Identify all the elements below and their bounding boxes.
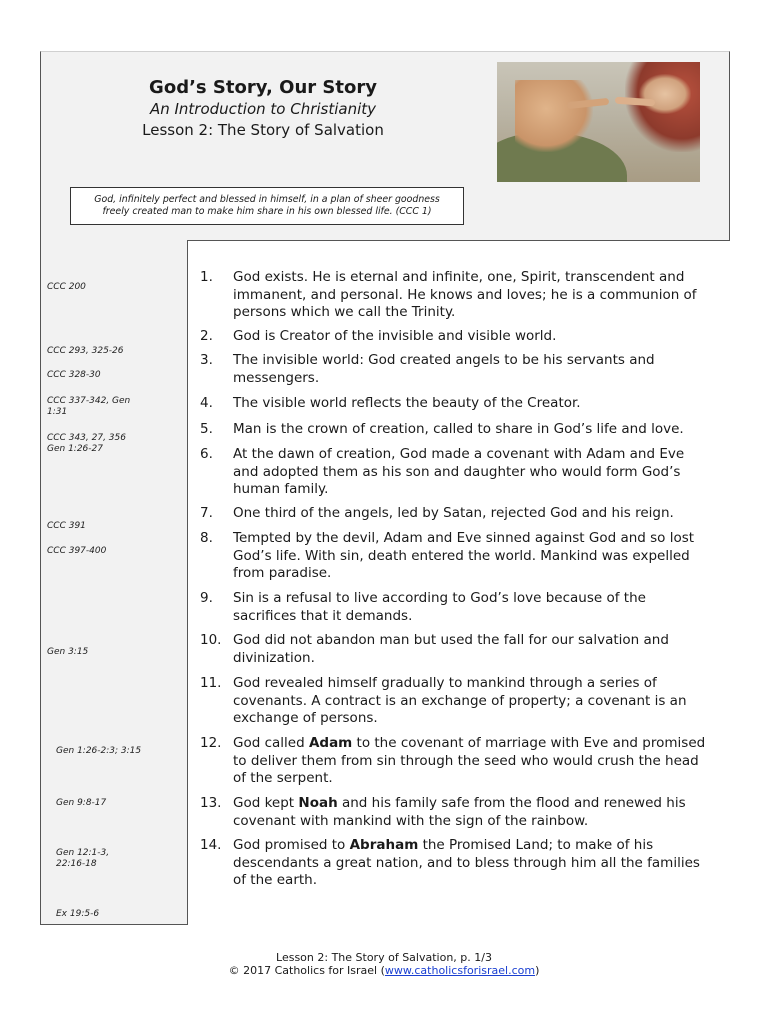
catechism-quote-box: [70, 187, 464, 225]
reference-ccc-337: [47, 396, 130, 418]
reference-ccc-343: [47, 433, 126, 455]
point-text: Tempted by the devil, Adam and Eve sinned against God and so lost God’s life. With sin, death entered the world. Mankind was expelled from paradise.: [233, 530, 695, 581]
reference-line: Ex 19:5-6: [56, 909, 100, 919]
point-text-pre: God promised to: [233, 837, 350, 853]
point-text: [233, 735, 712, 788]
point-number: 8.: [200, 530, 213, 546]
lesson-point-5: [200, 421, 712, 439]
lesson-point-2: [200, 328, 712, 346]
footer-copyright-text: © 2017 Catholics for Israel (: [228, 964, 385, 977]
reference-gen-9-8: [56, 798, 106, 809]
point-text: [233, 837, 712, 890]
point-text-bold: Noah: [298, 795, 338, 811]
point-text-post: to the covenant of marriage with Eve and promised to deliver them from sin through the seed who would crush the head of the serpent.: [233, 735, 706, 786]
document-title: God’s Story, Our Story: [149, 77, 377, 98]
lesson-point-6: [200, 446, 712, 499]
lesson-point-9: [200, 590, 712, 625]
point-text: At the dawn of creation, God made a covenant with Adam and Eve and adopted them as his son and daughter who would form God’s human family.: [233, 446, 685, 497]
reference-ccc-200: [47, 282, 86, 293]
reference-line: Gen 9:8-17: [56, 798, 107, 808]
reference-line: 22:16-18: [56, 859, 97, 869]
point-text-bold: Abraham: [349, 837, 419, 853]
reference-line: CCC 337-342, Gen: [47, 396, 131, 406]
point-text: One third of the angels, led by Satan, rejected God and his reign.: [233, 505, 674, 521]
lesson-point-12: [200, 735, 712, 788]
reference-line: CCC 293, 325-26: [47, 346, 124, 356]
point-number: 6.: [200, 446, 213, 462]
lesson-title: Lesson 2: The Story of Salvation: [142, 121, 384, 139]
point-text-post: and his family safe from the flood and renewed his covenant with mankind with the sign of the rainbow.: [233, 795, 686, 829]
point-number: 12.: [200, 735, 222, 751]
point-number: 2.: [200, 328, 213, 344]
point-number: 1.: [200, 269, 213, 285]
reference-line: Gen 1:26-27: [47, 444, 103, 454]
reference-line: Gen 1:26-2:3; 3:15: [56, 746, 142, 756]
point-text: The invisible world: God created angels to be his servants and messengers.: [233, 352, 655, 386]
point-text: [233, 795, 712, 830]
point-text: Sin is a refusal to live according to God’s love because of the sacrifices that it demands.: [233, 590, 646, 624]
reference-ex-19-5: [56, 909, 99, 920]
lesson-point-14: [200, 837, 712, 890]
point-text-post: the Promised Land; to make of his descendants a great nation, and to bless through him all the families of the earth.: [233, 837, 700, 888]
point-text: God exists. He is eternal and infinite, one, Spirit, transcendent and immanent, and personal. He knows and loves; he is a communion of persons which we call the Trinity.: [233, 269, 697, 320]
point-text: God did not abandon man but used the fall for our salvation and divinization.: [233, 632, 669, 666]
lesson-point-13: [200, 795, 712, 830]
point-number: 9.: [200, 590, 213, 606]
painting-god-arm: [615, 97, 655, 107]
reference-ccc-391: [47, 521, 86, 532]
footer-page-label: Lesson 2: The Story of Salvation, p. 1/3: [276, 951, 492, 964]
point-number: 10.: [200, 632, 222, 648]
point-number: 5.: [200, 421, 213, 437]
website-link[interactable]: www.catholicsforisrael.com: [384, 964, 536, 977]
point-text-pre: God kept: [233, 795, 299, 811]
footer-copyright: [0, 964, 768, 977]
lesson-point-7: [200, 505, 712, 523]
lesson-point-3: [200, 352, 712, 387]
point-number: 11.: [200, 675, 222, 691]
point-number: 7.: [200, 505, 213, 521]
painting-adam-figure: [515, 80, 593, 152]
quote-line-2: freely created man to make him share in his own blessed life. (CCC 1): [102, 206, 432, 217]
quote-line-1: God, infinitely perfect and blessed in himself, in a plan of sheer goodness: [94, 194, 440, 205]
reference-line: CCC 397-400: [47, 546, 107, 556]
reference-ccc-293: [47, 346, 124, 357]
lesson-point-4: [200, 395, 712, 413]
reference-gen-12-1: [56, 848, 109, 870]
document-subtitle: An Introduction to Christianity: [149, 100, 377, 118]
reference-line: 1:31: [47, 407, 68, 417]
painting-god-figure: [639, 74, 691, 114]
reference-line: CCC 200: [47, 282, 86, 292]
footer-copyright-close: ): [535, 964, 540, 977]
point-text-bold: Adam: [308, 735, 353, 751]
reference-line: CCC 328-30: [47, 370, 101, 380]
point-text: God is Creator of the invisible and visible world.: [233, 328, 557, 344]
point-text: Man is the crown of creation, called to share in God’s life and love.: [233, 421, 684, 437]
point-number: 14.: [200, 837, 222, 853]
reference-line: CCC 343, 27, 356: [47, 433, 126, 443]
point-text: God revealed himself gradually to mankind through a series of covenants. A contract is an exchange of property; a covenant is an exchange of persons.: [233, 675, 687, 726]
point-number: 3.: [200, 352, 213, 368]
point-number: 4.: [200, 395, 213, 411]
lesson-point-11: [200, 675, 712, 728]
lesson-point-8: [200, 530, 712, 583]
reference-line: CCC 391: [47, 521, 86, 531]
reference-ccc-328: [47, 370, 101, 381]
point-number: 13.: [200, 795, 222, 811]
point-text: The visible world reflects the beauty of the Creator.: [233, 395, 581, 411]
point-text-pre: God called: [233, 735, 309, 751]
creation-of-adam-painting: [497, 62, 700, 182]
lesson-point-1: [200, 269, 712, 322]
reference-line: Gen 12:1-3,: [56, 848, 110, 858]
reference-ccc-397: [47, 546, 106, 557]
lesson-point-10: [200, 632, 712, 667]
reference-gen-1-26: [56, 746, 141, 757]
reference-line: Gen 3:15: [47, 647, 89, 657]
reference-gen-3-15: [47, 647, 88, 658]
